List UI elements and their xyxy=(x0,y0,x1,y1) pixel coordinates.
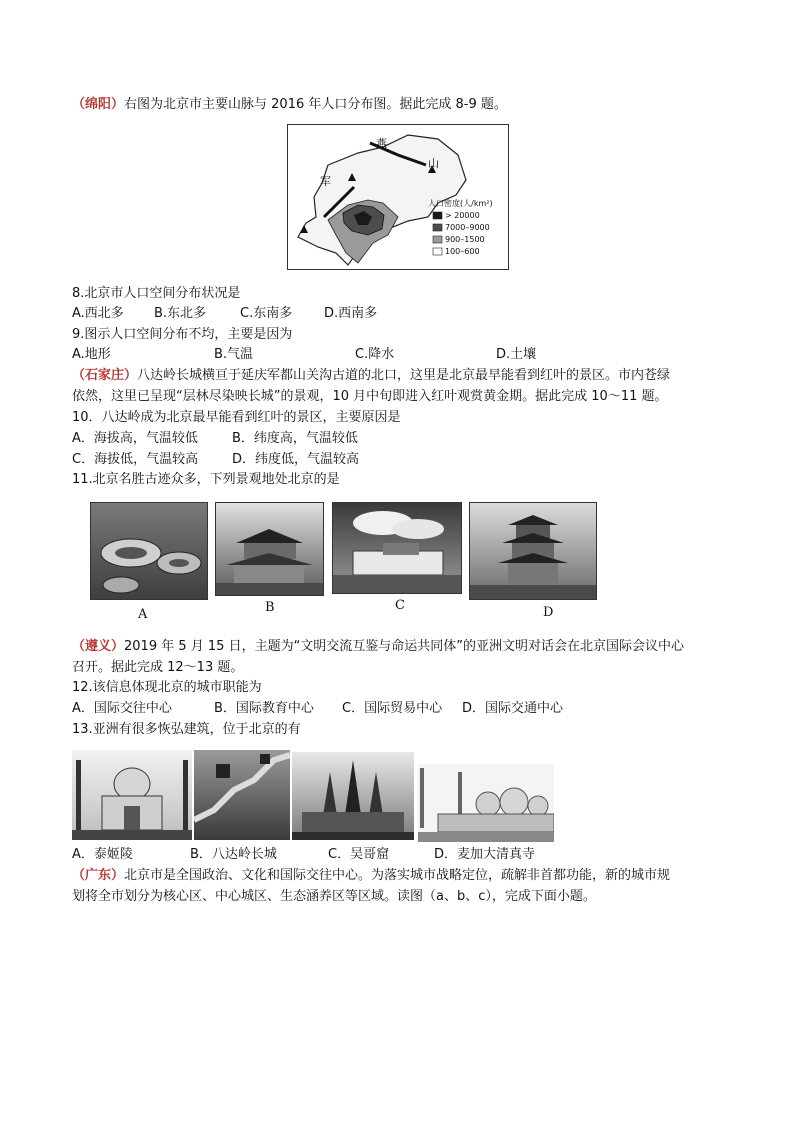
question-13-options xyxy=(72,845,692,865)
option-d[interactable]: D．纬度低，气温较高 xyxy=(232,452,360,467)
source-tag: （石家庄） xyxy=(72,368,138,383)
photo-great-wall[interactable] xyxy=(194,750,290,840)
palace-image xyxy=(216,503,323,595)
caption-c: C xyxy=(395,598,405,613)
legend-title: 人口密度(人/km²) xyxy=(428,199,493,208)
question-9-stem: 9.图示人口空间分布不均，主要是因为 xyxy=(72,327,293,342)
section-zunyi xyxy=(72,637,684,657)
section-intro-line1: 北京市是全国政治、文化和国际交往中心。为落实城市战略定位，疏解非首都功能，新的城市规 xyxy=(124,868,671,883)
legend-item-4: 100–600 xyxy=(445,247,480,256)
photo-mecca-mosque[interactable] xyxy=(418,764,554,842)
option-a[interactable]: A．海拔高，气温较低 xyxy=(72,431,198,446)
legend-item-1: > 20000 xyxy=(445,211,480,220)
question-10-options-row1 xyxy=(72,429,672,449)
option-b[interactable]: B．八达岭长城 xyxy=(190,847,277,862)
option-a[interactable]: A.地形 xyxy=(72,347,111,362)
angkor-wat-image xyxy=(292,752,414,840)
option-b[interactable]: B．纬度高，气温较低 xyxy=(232,431,358,446)
option-a[interactable]: A.西北多 xyxy=(72,306,124,321)
mountain-label-yan: 燕 xyxy=(376,137,387,150)
section-shijiazhuang xyxy=(72,366,670,386)
section-intro-line1: 八达岭长城横亘于延庆军都山关沟古道的北口，这里是北京最早能看到红叶的景区。市内苍绿 xyxy=(137,368,671,383)
caption-b: B xyxy=(265,600,275,615)
tulou-image xyxy=(91,503,207,599)
source-tag: （遵义） xyxy=(72,639,125,654)
option-c[interactable]: C.降水 xyxy=(355,347,395,362)
section-intro-line2: 召开。据此完成 12～13 题。 xyxy=(72,660,244,675)
pagoda-image xyxy=(470,503,596,599)
question-11-stem: 11.北京名胜古迹众多，下列景观地处北京的是 xyxy=(72,472,340,487)
question-12-options xyxy=(72,699,692,719)
question-8-stem: 8.北京市人口空间分布状况是 xyxy=(72,286,241,301)
potala-image xyxy=(333,503,461,593)
caption-d: D xyxy=(543,605,554,620)
great-wall-image xyxy=(194,750,290,840)
option-a[interactable]: A．国际交往中心 xyxy=(72,701,172,716)
option-d[interactable]: D．国际交通中心 xyxy=(462,701,564,716)
beijing-population-map xyxy=(287,124,509,270)
option-c[interactable]: C．吴哥窟 xyxy=(328,847,390,862)
question-9-options xyxy=(72,345,672,365)
option-b[interactable]: B．国际教育中心 xyxy=(214,701,314,716)
mountain-label-shan: 山 xyxy=(428,157,439,170)
photo-a-tulou[interactable] xyxy=(90,502,208,600)
section-intro-line1: 2019 年 5 月 15 日，主题为“文明交流互鉴与命运共同体”的亚洲文明对话会在北京国际会议中心 xyxy=(124,639,685,654)
source-tag: （绵阳） xyxy=(72,97,125,112)
question-13-stem: 13.亚洲有很多恢弘建筑，位于北京的有 xyxy=(72,722,301,737)
option-b[interactable]: B.东北多 xyxy=(154,306,207,321)
option-a[interactable]: A．泰姬陵 xyxy=(72,847,133,862)
option-c[interactable]: C．海拔低，气温较高 xyxy=(72,452,199,467)
section-intro-line2: 依然，这里已呈现“层林尽染映长城”的景观，10 月中旬即进入红叶观赏黄金期。据此完成 10～11 题。 xyxy=(72,389,668,404)
question-8-options xyxy=(72,304,672,324)
option-c[interactable]: C．国际贸易中心 xyxy=(342,701,443,716)
section-guangdong xyxy=(72,866,670,886)
question-10-options-row2 xyxy=(72,450,672,470)
question-12-stem: 12.该信息体现北京的城市职能为 xyxy=(72,680,262,695)
option-c[interactable]: C.东南多 xyxy=(240,306,293,321)
option-d[interactable]: D.西南多 xyxy=(324,306,378,321)
photo-d-pagoda[interactable] xyxy=(469,502,597,600)
option-b[interactable]: B.气温 xyxy=(214,347,254,362)
option-d[interactable]: D．麦加大清真寺 xyxy=(434,847,536,862)
caption-a: A xyxy=(138,607,148,622)
section-intro-line2: 划将全市划分为核心区、中心城区、生态涵养区等区域。读图（a、b、c），完成下面小题。 xyxy=(72,889,596,904)
photo-taj-mahal[interactable] xyxy=(72,750,192,840)
taj-mahal-image xyxy=(72,750,192,840)
option-d[interactable]: D.土壤 xyxy=(496,347,537,362)
legend-item-2: 7000–9000 xyxy=(445,223,490,232)
question-10-stem: 10．八达岭成为北京最早能看到红叶的景区，主要原因是 xyxy=(72,410,401,425)
section-intro: 右图为北京市主要山脉与 2016 年人口分布图。据此完成 8-9 题。 xyxy=(124,97,507,112)
photo-b-forbidden-city[interactable] xyxy=(215,502,324,596)
photo-angkor-wat[interactable] xyxy=(292,752,414,840)
mountain-label-jun: 军 xyxy=(320,175,331,188)
photo-c-potala-palace[interactable] xyxy=(332,502,462,594)
legend-item-3: 900–1500 xyxy=(445,235,485,244)
section-mianyang xyxy=(72,95,507,115)
mosque-image xyxy=(418,764,554,842)
source-tag: （广东） xyxy=(72,868,125,883)
